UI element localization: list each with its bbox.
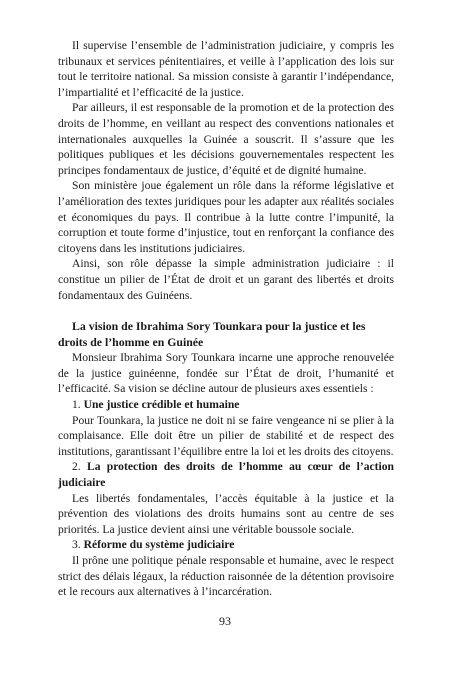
- page-number: 93: [219, 614, 231, 628]
- axis-number: 2.: [72, 460, 81, 474]
- axis-title: La protection des droits de l’homme au cœur de l’action judiciaire: [58, 460, 394, 490]
- paragraph-role-summary: Ainsi, son rôle dépasse la simple administration judiciaire : il constitue un pilier de l’État de droit et un garant des libertés et droits fondamentaux des Guinéens.: [58, 257, 394, 302]
- axis-title: Une justice crédible et humaine: [83, 398, 240, 412]
- section-intro: Monsieur Ibrahima Sory Tounkara incarne une approche renouvelée de la justice guinéenne, fondée sur l’État de droit, l’humanité et l’efficacité. Sa vision se décline autour de plusieurs axes essentiels :: [58, 351, 394, 396]
- axis-heading-3: [58, 537, 394, 553]
- axis-text-1: Pour Tounkara, la justice ne doit ni se faire vengeance ni se plier à la complaisance. Elle doit être un pilier de stabilité et de respect des institutions, garantissant l’équilibre entre la loi et les droits des citoyens.: [58, 413, 394, 458]
- axis-title: Réforme du système judiciaire: [83, 538, 235, 552]
- axis-heading-1: [58, 397, 394, 413]
- section-heading: La vision de Ibrahima Sory Tounkara pour la justice et les droits de l’homme en Guinée: [58, 319, 366, 349]
- axis-heading-2: [58, 459, 394, 490]
- page-body: [58, 38, 394, 600]
- paragraph-legislative-reform: Son ministère joue également un rôle dans la réforme législative et l’amélioration des textes juridiques pour les adapter aux réalités sociales et économiques du pays. Il contribue à la lutte contre l’impunité, la corruption et toute forme d’injustice, tout en renforçant la confiance des citoyens dans les institutions judiciaires.: [58, 179, 394, 255]
- axis-number: 1.: [72, 398, 81, 412]
- axis-number: 3.: [72, 538, 81, 552]
- axis-text-3: Il prône une politique pénale responsable et humaine, avec le respect strict des délais légaux, la réduction raisonnée de la détention provisoire et le recours aux alternatives à l’incarcération.: [58, 554, 394, 599]
- paragraph-supervision: Il supervise l’ensemble de l’administration judiciaire, y compris les tribunaux et services pénitentiaires, et veille à l’application des lois sur tout le territoire national. Sa mission consiste à garantir l’indépendance, l’impartialité et l’efficacité de la justice.: [58, 39, 394, 99]
- axis-text-2: Les libertés fondamentales, l’accès équitable à la justice et la prévention des violations des droits humains sont au centre de ses priorités. La justice devient ainsi une véritable boussole sociale.: [58, 491, 394, 536]
- section-spacer: [58, 303, 394, 319]
- paragraph-human-rights: Par ailleurs, il est responsable de la promotion et de la protection des droits de l’homme, en veillant au respect des conventions nationales et internationales auxquelles la Guinée a souscrit. Il s’assure que les politiques publiques et les décisions gouvernementales respectent les principes fondamentaux de justice, d’équité et de dignité humaine.: [58, 101, 394, 177]
